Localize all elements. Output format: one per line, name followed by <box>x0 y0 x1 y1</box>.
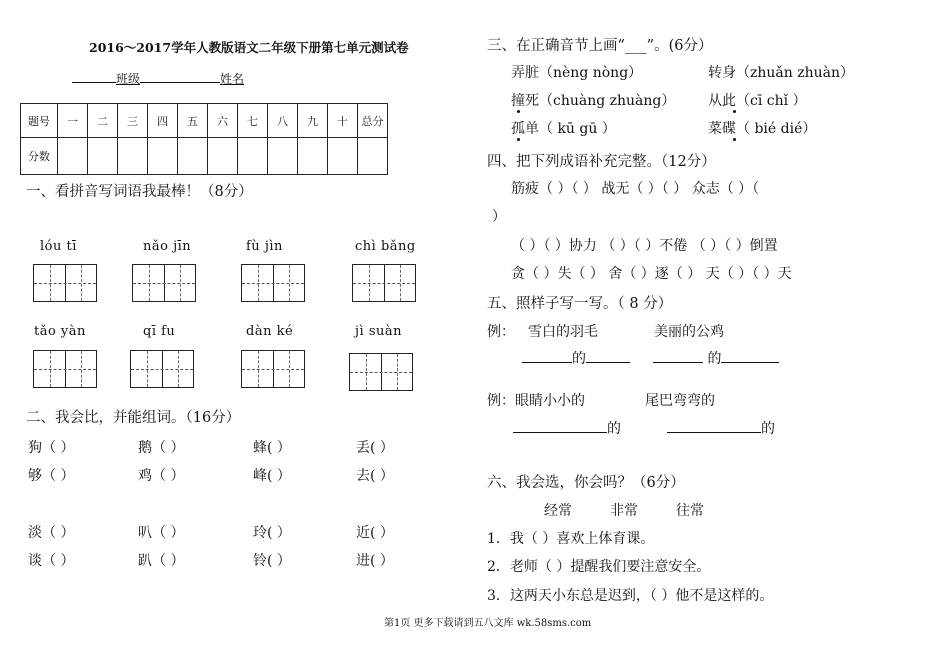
score-header-cell: 题号 <box>21 104 58 138</box>
emphasis-dot <box>517 138 520 141</box>
score-header-cell: 七 <box>238 104 268 138</box>
class-name-line <box>72 68 244 87</box>
de-char: 的 <box>761 421 775 437</box>
writing-grid[interactable] <box>33 264 97 302</box>
word-item: 趴（ ） <box>138 553 185 569</box>
score-cell[interactable] <box>358 138 388 175</box>
idiom-line-2: （ ）（ ）协力 （ ）（ ）不倦 （ ）（ ）倒置 <box>511 238 778 254</box>
emphasis-dot <box>733 110 736 113</box>
word-item: 够（ ） <box>28 468 75 484</box>
score-cell[interactable] <box>178 138 208 175</box>
pinyin-5: tǎo yàn <box>34 324 86 339</box>
word-item: 玲( ） <box>253 525 291 541</box>
answer-line[interactable] <box>513 418 621 438</box>
writing-grid[interactable] <box>352 264 416 302</box>
score-cell[interactable] <box>238 138 268 175</box>
section6-heading: 六、我会选，你会吗？（6分） <box>487 475 685 491</box>
score-header-cell: 五 <box>178 104 208 138</box>
writing-grid[interactable] <box>241 350 305 388</box>
answer-line[interactable] <box>667 418 775 438</box>
option-word: 非常 <box>610 503 638 519</box>
footer: 第1页 更多下载请到五八文库 wk.58sms.com <box>384 618 592 629</box>
pinyin-6: qī fu <box>143 324 176 339</box>
score-header-cell: 二 <box>88 104 118 138</box>
answer-line[interactable] <box>653 348 779 368</box>
option-word: 往常 <box>676 503 704 519</box>
writing-grid[interactable] <box>33 350 97 388</box>
score-header-cell: 八 <box>268 104 298 138</box>
pinyin-4: chì bǎng <box>355 239 416 254</box>
score-header-cell: 十 <box>328 104 358 138</box>
question-1: 1．我（ ）喜欢上体育课。 <box>487 531 655 547</box>
idiom-line-3: 贪（ ）失（ ） 舍（ ）逐（ ） 天（ ）（ ）天 <box>511 266 792 282</box>
idiom-line-1b: ） <box>492 209 506 225</box>
example-phrase: 雪白的羽毛 <box>528 324 598 340</box>
word-item: 丢( ） <box>356 440 394 456</box>
score-cell[interactable] <box>268 138 298 175</box>
question-2: 2．老师（ ）提醒我们要注意安全。 <box>487 559 711 575</box>
word-item: 铃( ） <box>253 553 291 569</box>
writing-grid[interactable] <box>349 353 413 391</box>
emphasis-dot <box>733 138 736 141</box>
word-item: 进( ） <box>356 553 394 569</box>
word-item: 峰( ） <box>253 468 291 484</box>
de-char: 的 <box>707 351 722 367</box>
pinyin-8: jì suàn <box>355 324 402 339</box>
pinyin-2: nǎo jīn <box>143 239 192 254</box>
pinyin-3: fù jìn <box>246 239 283 254</box>
score-header-cell: 六 <box>208 104 238 138</box>
pinyin-7: dàn ké <box>246 324 294 339</box>
de-char: 的 <box>572 351 586 367</box>
example-label: 例： <box>487 324 515 340</box>
idiom-line-1: 筋疲（ ）（ ） 战无（ ）（ ） 众志（ ）（ <box>511 181 760 197</box>
section4-heading: 四、把下列成语补充完整。（12分） <box>487 154 716 170</box>
pinyin-choice: 从此（cī chǐ ） <box>708 93 807 109</box>
question-3: 3．这两天小东总是迟到，（ ）他不是这样的。 <box>487 588 774 604</box>
score-table <box>20 103 388 175</box>
word-item: 叭（ ） <box>138 525 185 541</box>
score-header-cell: 四 <box>148 104 178 138</box>
score-cell[interactable] <box>328 138 358 175</box>
emphasis-dot <box>517 110 520 113</box>
section1-heading: 一、看拼音写词语我最棒！（8分） <box>26 184 253 200</box>
pinyin-choice: 转身（zhuǎn zhuàn） <box>708 65 854 81</box>
word-item: 鹅（ ） <box>138 440 185 456</box>
answer-line[interactable] <box>522 348 630 368</box>
pinyin-1: lóu tī <box>40 239 77 254</box>
word-item: 蜂( ） <box>253 440 291 456</box>
writing-grid[interactable] <box>130 350 194 388</box>
section3-heading: 三、在正确音节上画“___”。(6分） <box>487 38 713 54</box>
score-cell[interactable] <box>118 138 148 175</box>
writing-grid[interactable] <box>132 264 196 302</box>
page-title: 2016～2017学年人教版语文二年级下册第七单元测试卷 <box>89 40 409 55</box>
score-cell[interactable] <box>148 138 178 175</box>
score-header-cell: 三 <box>118 104 148 138</box>
word-item: 去( ） <box>356 468 394 484</box>
name-label: 姓名 <box>220 72 245 86</box>
section5-heading: 五、照样子写一写。（ 8 分） <box>487 296 673 312</box>
example-phrase: 美丽的公鸡 <box>654 324 724 340</box>
writing-grid[interactable] <box>241 264 305 302</box>
score-cell[interactable] <box>298 138 328 175</box>
score-cell[interactable] <box>88 138 118 175</box>
word-item: 狗（ ） <box>28 440 75 456</box>
pinyin-choice: 弄脏（nèng nòng） <box>511 65 643 81</box>
de-char: 的 <box>607 421 621 437</box>
word-item: 谈（ ） <box>28 553 75 569</box>
example-2b: 尾巴弯弯的 <box>645 393 715 409</box>
section2-heading: 二、我会比，并能组词。（16分） <box>26 410 241 426</box>
option-word: 经常 <box>544 503 572 519</box>
score-label-cell: 分数 <box>21 138 58 175</box>
example-2: 例：眼睛小小的 <box>487 393 585 409</box>
score-header-cell: 总分 <box>358 104 388 138</box>
word-item: 鸡（ ） <box>138 468 185 484</box>
score-cell[interactable] <box>58 138 88 175</box>
pinyin-choice: 菜碟（ bié dié） <box>708 121 817 137</box>
score-header-cell: 一 <box>58 104 88 138</box>
word-item: 近( ） <box>356 525 394 541</box>
pinyin-choice: 撞死（chuàng zhuàng） <box>511 93 676 109</box>
score-header-cell: 九 <box>298 104 328 138</box>
score-cell[interactable] <box>208 138 238 175</box>
word-item: 淡（ ） <box>28 525 75 541</box>
pinyin-choice: 孤单（ kū gū ） <box>511 121 616 137</box>
class-label: 班级 <box>116 72 141 86</box>
